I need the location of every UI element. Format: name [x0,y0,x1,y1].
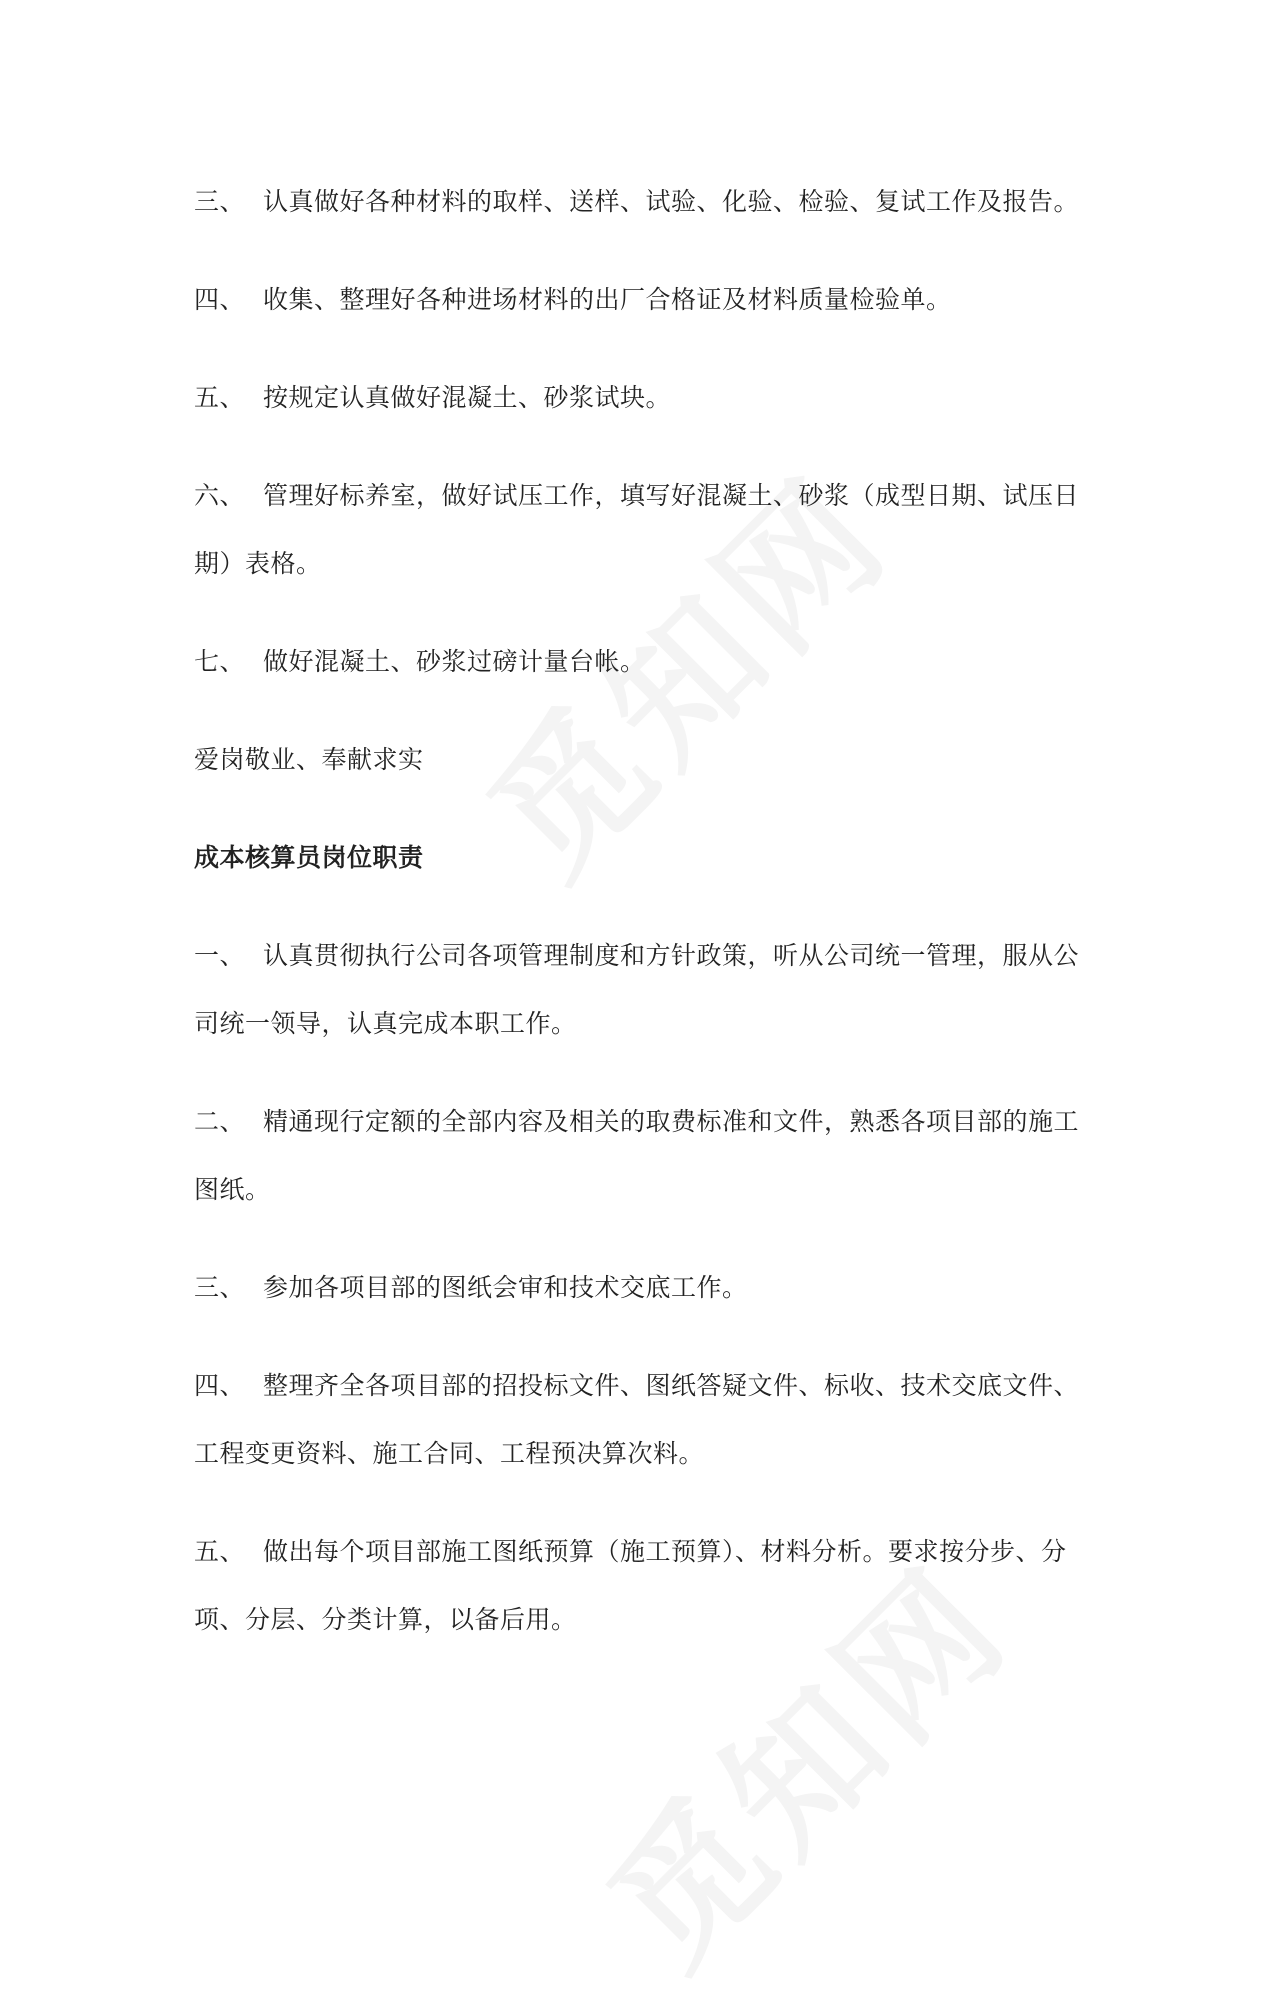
item-number: 二、 [194,1107,246,1136]
item-number: 五、 [194,383,246,412]
item-number: 七、 [194,647,246,676]
item-text: 管理好标养室，做好试压工作，填写好混凝土、砂浆（成型日期、试压日期）表格。 [194,481,1080,578]
list-item [194,1518,1094,1654]
list-item [194,1088,1094,1224]
motto: 爱岗敬业、奉献求实 [194,745,424,774]
list-item [194,1254,1094,1322]
item-number: 四、 [194,1371,246,1400]
item-number: 三、 [194,187,246,216]
list-item [194,462,1094,598]
item-text: 整理齐全各项目部的招投标文件、图纸答疑文件、标收、技术交底文件、工程变更资料、施工合同、工程预决算次料。 [194,1371,1080,1468]
list-item [194,364,1094,432]
list-item [194,266,1094,334]
item-text: 精通现行定额的全部内容及相关的取费标准和文件，熟悉各项目部的施工图纸。 [194,1107,1080,1204]
list-item [194,168,1094,236]
item-text: 收集、整理好各种进场材料的出厂合格证及材料质量检验单。 [263,285,952,314]
document-body [194,168,1094,1684]
list-item [194,628,1094,696]
item-text: 按规定认真做好混凝土、砂浆试块。 [263,383,672,412]
item-number: 四、 [194,285,246,314]
item-text: 做好混凝土、砂浆过磅计量台帐。 [263,647,646,676]
item-number: 六、 [194,481,246,510]
item-text: 参加各项目部的图纸会审和技术交底工作。 [263,1273,748,1302]
item-number: 五、 [194,1537,246,1566]
list-item [194,1352,1094,1488]
item-text: 做出每个项目部施工图纸预算（施工预算）、材料分析。要求按分步、分项、分层、分类计算，以备后用。 [194,1537,1067,1634]
item-text: 认真做好各种材料的取样、送样、试验、化验、检验、复试工作及报告。 [263,187,1080,216]
item-number: 三、 [194,1273,246,1302]
item-text: 认真贯彻执行公司各项管理制度和方针政策，听从公司统一管理，服从公司统一领导，认真完成本职工作。 [194,941,1080,1038]
item-number: 一、 [194,941,246,970]
section-title: 成本核算员岗位职责 [194,843,424,872]
list-item [194,922,1094,1058]
